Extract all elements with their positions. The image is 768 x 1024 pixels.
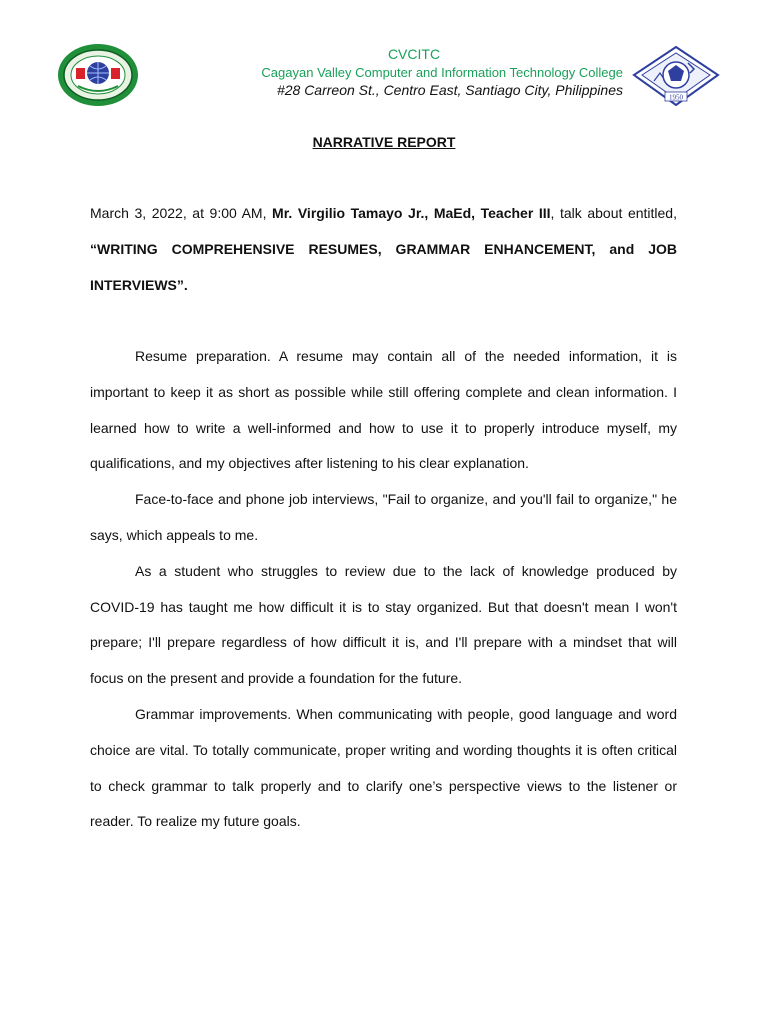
body-paragraph-interviews: Face-to-face and phone job interviews, "Fail to organize, and you'll fail to organize," he says, which appeals to me. [90, 491, 677, 543]
intro-speaker: Mr. Virgilio Tamayo Jr., MaEd, Teacher III [272, 205, 551, 221]
college-name: Cagayan Valley Computer and Information Technology College [261, 65, 623, 80]
report-title: NARRATIVE REPORT [312, 134, 456, 150]
intro-topic: “WRITING COMPREHENSIVE RESUMES, GRAMMAR ENHANCEMENT, and JOB INTERVIEWS”. [90, 240, 677, 293]
report-body [90, 339, 677, 840]
intro-paragraph [90, 196, 677, 303]
college-seal-logo [56, 42, 140, 108]
body-paragraph-grammar: Grammar improvements. When communicating with people, good language and word choice are vital. To totally communicate, proper writing and wording thoughts it is often critical to check grammar to talk properly and to clarify one’s perspective views to the listener or reader. To realize my future goals. [90, 705, 677, 830]
college-abbreviation: CVCITC [387, 46, 441, 62]
body-paragraph-student: As a student who struggles to review due to the lack of knowledge produced by COVID-19 has taught me how difficult it is to stay organized. But that doesn't mean I won't prepare; I'll prepare regardless of how difficult it is, and I'll prepare with a mindset that will focus on the present and provide a foundation for the future. [90, 562, 677, 687]
intro-mid: , talk about entitled, [550, 205, 677, 221]
body-paragraph-resume: Resume preparation. A resume may contain all of the needed information, it is important to keep it as short as possible while still offering complete and clean information. I learned how to write a well-informed and how to use it to properly introduce myself, my qualifications, and my objectives after listening to his clear explanation. [90, 348, 677, 472]
engineering-badge-logo [626, 45, 726, 107]
college-address: #28 Carreon St., Centro East, Santiago City, Philippines [276, 82, 623, 98]
badge-year: 1950 [669, 93, 683, 102]
intro-date: March 3, 2022, at 9:00 AM, [90, 205, 273, 221]
